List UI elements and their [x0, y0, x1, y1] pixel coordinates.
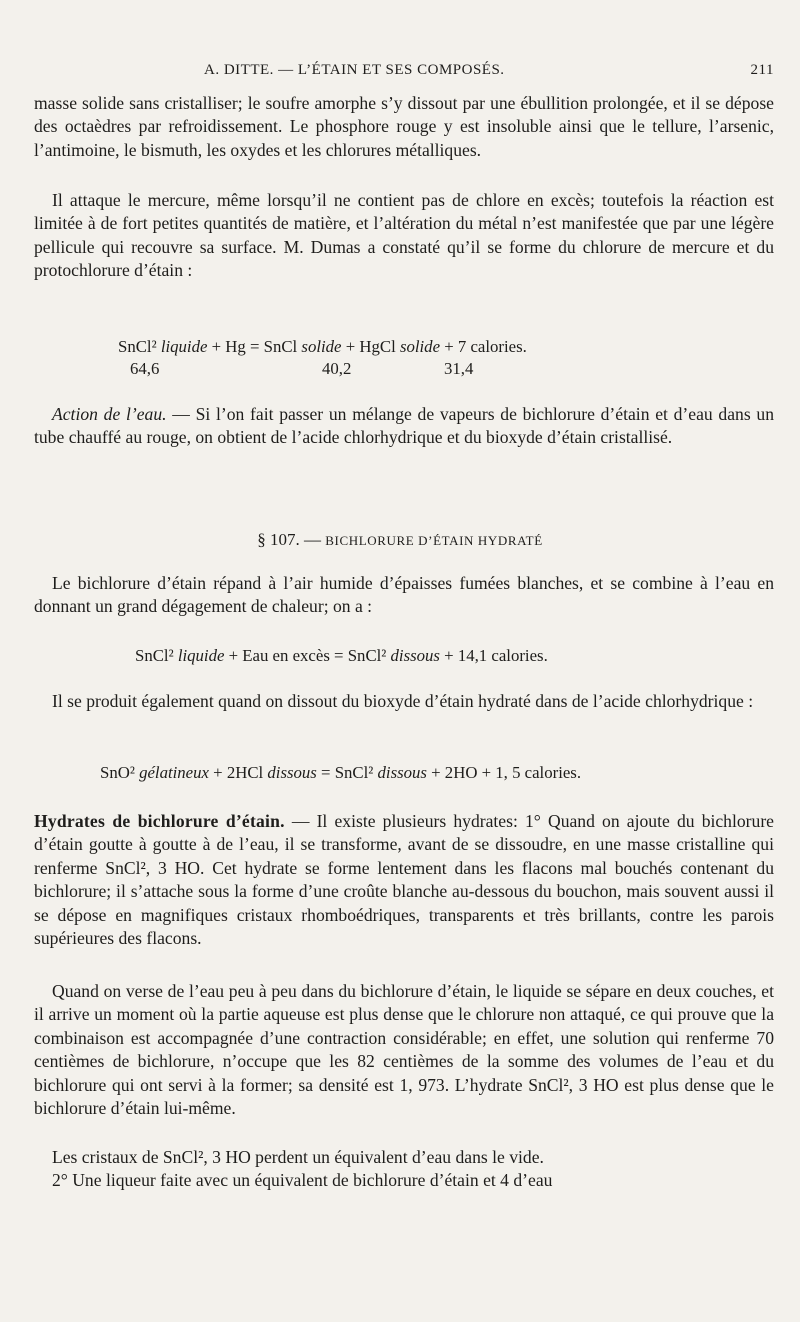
paragraph-1	[34, 92, 774, 162]
subheading-action-eau: Action de l’eau.	[52, 404, 167, 424]
eq1-state-b: solide	[301, 337, 342, 356]
eq2-state-a: liquide	[177, 646, 225, 665]
equation-weight-1: 64,6	[130, 359, 160, 378]
eq2-state-b: dissous	[390, 646, 440, 665]
eq2-part-b: + Eau en excès = SnCl²	[224, 646, 391, 665]
eq2-part-a: SnCl²	[135, 646, 178, 665]
equation-bioxyde	[100, 762, 581, 784]
paragraph-8-text: Les cristaux de SnCl², 3 HO perdent un équivalent d’eau dans le vide.	[52, 1147, 544, 1167]
eq1-part-d: + 7 calories.	[440, 337, 527, 356]
paragraph-9	[34, 1169, 774, 1192]
paragraph-6	[34, 810, 774, 950]
section-number: § 107. —	[257, 530, 326, 549]
page-number: 211	[750, 62, 774, 78]
running-header	[34, 62, 774, 86]
paragraph-2	[34, 189, 774, 283]
paragraph-4-text: Le bichlorure d’étain répand à l’air humide d’épaisses fumées blanches, et se combine à l’eau en donnant un grand dégagement de chaleur; on a :	[34, 573, 774, 617]
paragraph-8	[34, 1146, 774, 1169]
paragraph-4	[34, 572, 774, 619]
paragraph-7-text: Quand on verse de l’eau peu à peu dans du bichlorure d’étain, le liquide se sépare en deux couches, et il arrive un moment où la partie aqueuse est plus dense que le chlorure non attaqué, ce qui prouve que la combinaison est accompagnée d’une contraction considérable; en effet, une solution qui renferme 70 centièmes de bichlorure, n’occupe que les 82 centièmes de la somme des volumes de l’eau et du bichlorure qui ont servi à la former; sa densité est 1, 973. L’hydrate SnCl², 3 HO est plus dense que le bichlorure d’étain lui-même.	[34, 981, 774, 1119]
eq1-part-a: SnCl²	[118, 337, 161, 356]
eq3-part-c: = SnCl²	[316, 763, 378, 782]
eq1-state-a: liquide	[160, 337, 208, 356]
eq2-part-c: + 14,1 calories.	[439, 646, 548, 665]
eq1-part-c: + HgCl	[341, 337, 400, 356]
paragraph-1-text: masse solide sans cristalliser; le soufre amorphe s’y dissout par une ébullition prolongée, et il se dépose des octaèdres par refroidissement. Le phosphore rouge y est insoluble ainsi que le tellure, l’arsenic, l’antimoine, le bismuth, les oxydes et les chlorures métalliques.	[34, 93, 774, 160]
paragraph-6-body: — Il existe plusieurs hydrates: 1° Quand on ajoute du bichlorure d’étain goutte à goutte à de l’eau, il se transforme, avant de se dissoudre, en une masse cristalline qui renferme SnCl², 3 HO. Cet hydrate se forme lentement dans les flacons mal bouchés contenant du bichlorure; il s’attache sous la forme d’une croûte blanche au-dessous du bouchon, mais souvent aussi il se dépose en magnifiques cristaux rhomboédriques, transparents et très brillants, contre les parois supérieures des flacons.	[34, 811, 774, 949]
section-title: BICHLORURE D’ÉTAIN HYDRATÉ	[325, 533, 543, 548]
paragraph-5-text: Il se produit également quand on dissout du bioxyde d’étain hydraté dans de l’acide chlorhydrique :	[52, 691, 754, 711]
paragraph-3-text	[34, 403, 774, 450]
equation-weight-3: 31,4	[444, 359, 474, 378]
eq3-state-c: dissous	[377, 763, 427, 782]
eq3-part-b: + 2HCl	[208, 763, 268, 782]
running-title: A. DITTE. — L’ÉTAIN ET SES COMPOSÉS.	[204, 62, 505, 78]
section-heading	[0, 530, 800, 550]
eq3-part-d: + 2HO + 1, 5 calories.	[426, 763, 582, 782]
paragraph-6-text	[34, 810, 774, 950]
paragraph-3	[34, 403, 774, 450]
equation-water	[135, 645, 548, 667]
eq3-state-b: dissous	[267, 763, 317, 782]
equation-mercury	[118, 336, 527, 358]
eq1-state-c: solide	[399, 337, 441, 356]
paragraph-3-body: — Si l’on fait passer un mélange de vapeurs de bichlorure d’étain et d’eau dans un tube chauffé au rouge, on obtient de l’acide chlorhydrique et du bioxyde d’étain cristallisé.	[34, 404, 774, 448]
equation-weight-2: 40,2	[322, 359, 352, 378]
paragraph-5	[34, 690, 774, 713]
paragraph-9-text: 2° Une liqueur faite avec un équivalent de bichlorure d’étain et 4 d’eau	[52, 1170, 553, 1190]
eq1-part-b: + Hg = SnCl	[207, 337, 302, 356]
subheading-hydrates: Hydrates de bichlorure d’étain.	[34, 811, 285, 831]
paragraph-7	[34, 980, 774, 1120]
eq3-part-a: SnO²	[100, 763, 140, 782]
eq3-state-a: gélatineux	[139, 763, 209, 782]
paragraph-2-text: Il attaque le mercure, même lorsqu’il ne contient pas de chlore en excès; toutefois la réaction est limitée à de fort petites quantités de matière, et l’altération du métal n’est manifestée que par une légère pellicule qui recouvre sa surface. M. Dumas a constaté qu’il se forme du chlorure de mercure et du protochlorure d’étain :	[34, 190, 774, 281]
